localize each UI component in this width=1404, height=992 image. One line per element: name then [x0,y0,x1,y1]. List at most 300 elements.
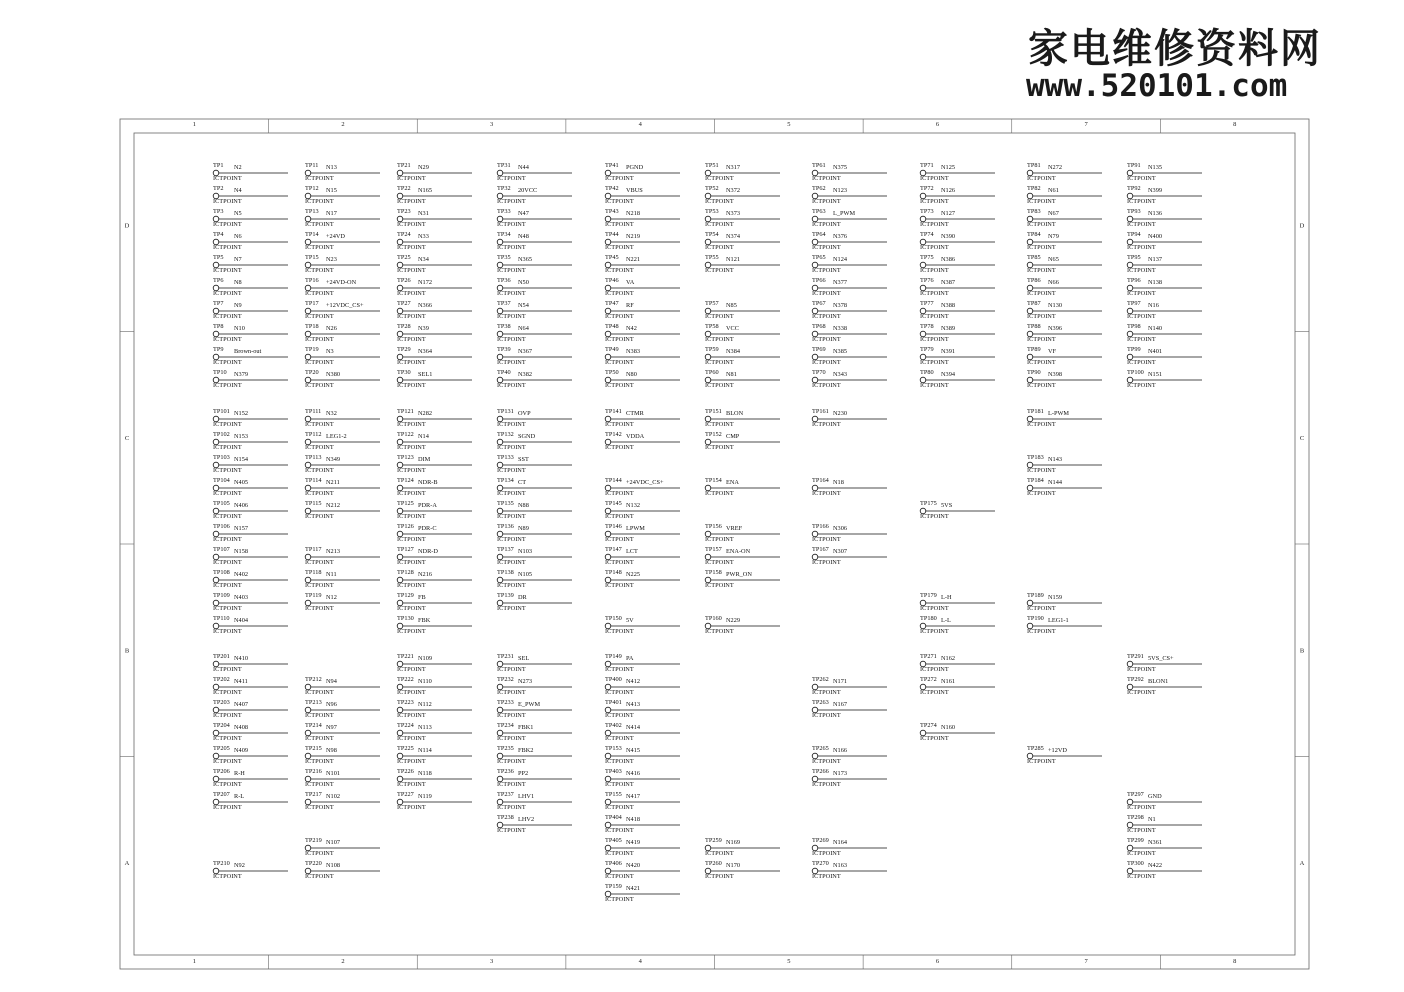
test-point-type: ICTPOINT [705,382,734,389]
test-point-ref: TP157 [705,546,722,553]
test-point-ref: TP262 [812,676,829,683]
test-point-type: ICTPOINT [397,467,426,474]
test-point [213,699,288,719]
test-point-type: ICTPOINT [920,513,949,520]
test-point-type: ICTPOINT [397,198,426,205]
column-label-bottom: 6 [935,958,940,965]
test-point [1027,277,1102,297]
test-point-type: ICTPOINT [605,712,634,719]
test-point [497,454,572,474]
test-point-ref: TP83 [1027,208,1041,215]
test-point-type: ICTPOINT [305,467,334,474]
test-point [213,569,288,589]
test-point-net: N124 [833,256,847,263]
row-label-left: D [124,222,130,230]
test-point-net: N282 [418,410,432,417]
test-point-type: ICTPOINT [1127,689,1156,696]
test-point-type: ICTPOINT [605,758,634,765]
test-point-type: ICTPOINT [1127,382,1156,389]
test-point [705,162,780,182]
test-point-ref: TP103 [213,454,230,461]
test-point-net: N112 [418,701,432,708]
test-point [497,814,572,834]
test-point-type: ICTPOINT [605,490,634,497]
test-point-net: CMP [726,433,740,440]
test-point-net: LPWM [626,525,645,532]
test-point-type: ICTPOINT [605,850,634,857]
test-point-ref: TP97 [1127,300,1141,307]
test-point-type: ICTPOINT [920,336,949,343]
test-point-type: ICTPOINT [812,689,841,696]
test-point-type: ICTPOINT [1127,336,1156,343]
test-point-ref: TP402 [605,722,622,729]
test-point-type: ICTPOINT [1127,827,1156,834]
test-point-ref: TP52 [705,185,719,192]
test-point-type: ICTPOINT [497,490,526,497]
test-point-net: N88 [518,502,529,509]
test-point-ref: TP88 [1027,323,1041,330]
test-point-ref: TP117 [305,546,322,553]
test-point-net: L-H [941,594,952,601]
test-point-net: N14 [418,433,429,440]
test-point-ref: TP118 [305,569,322,576]
test-point-net: LCT [626,548,638,555]
test-point-ref: TP121 [397,408,414,415]
test-point [1127,162,1202,182]
test-point-type: ICTPOINT [497,827,526,834]
test-point [605,791,680,811]
test-point-type: ICTPOINT [397,605,426,612]
column-label-bottom: 1 [192,958,196,965]
test-point-type: ICTPOINT [305,735,334,742]
test-point [213,277,288,297]
test-point-net: LEG1-2 [326,433,347,440]
test-point-net: N17 [326,210,337,217]
test-point [605,699,680,719]
test-point-net: N94 [326,678,337,685]
test-point-type: ICTPOINT [305,444,334,451]
test-point-type: ICTPOINT [497,467,526,474]
test-point-ref: TP105 [213,500,230,507]
test-point-ref: TP219 [305,837,322,844]
test-point-net: N29 [418,164,429,171]
test-point-ref: TP179 [920,592,937,599]
test-point-net: N387 [941,279,955,286]
test-point-type: ICTPOINT [397,175,426,182]
row-label-right: C [1299,434,1305,442]
test-point-ref: TP161 [812,408,829,415]
test-point-ref: TP99 [1127,346,1141,353]
test-point [213,477,288,497]
test-point-type: ICTPOINT [397,513,426,520]
test-point-ref: TP102 [213,431,230,438]
test-point-net: N375 [833,164,847,171]
test-point-ref: TP5 [213,254,224,261]
test-point [1027,615,1102,635]
test-point-ref: TP180 [920,615,937,622]
test-point [497,791,572,811]
test-point-type: ICTPOINT [812,198,841,205]
test-point-ref: TP7 [213,300,224,307]
test-point-type: ICTPOINT [397,444,426,451]
test-point [705,546,780,566]
test-point-type: ICTPOINT [497,221,526,228]
test-point-net: OVP [518,410,531,417]
test-point-net: N367 [518,348,532,355]
test-point-net: L-L [941,617,951,624]
test-point [705,860,780,880]
test-point-type: ICTPOINT [605,536,634,543]
test-point-ref: TP285 [1027,745,1044,752]
test-point [497,569,572,589]
test-point [605,883,680,903]
test-point [605,300,680,320]
test-point-ref: TP108 [213,569,230,576]
test-point-ref: TP58 [705,323,719,330]
test-point-type: ICTPOINT [305,781,334,788]
test-point [705,477,780,497]
test-point-net: N306 [833,525,847,532]
test-point-net: N108 [326,862,340,869]
test-point-ref: TP183 [1027,454,1044,461]
test-point-type: ICTPOINT [305,198,334,205]
test-point [1027,185,1102,205]
test-point-ref: TP166 [812,523,829,530]
test-point [920,231,995,251]
test-point-ref: TP160 [705,615,722,622]
test-point [213,615,288,635]
test-point-ref: TP135 [497,500,514,507]
test-point-net: N79 [1048,233,1059,240]
test-point [213,369,288,389]
test-point-type: ICTPOINT [1027,175,1056,182]
test-point-type: ICTPOINT [397,689,426,696]
test-point [497,231,572,251]
test-point-net: N143 [1048,456,1062,463]
test-point-ref: TP25 [397,254,411,261]
test-point-net: N379 [234,371,248,378]
test-point [305,277,380,297]
test-point-type: ICTPOINT [497,267,526,274]
test-point-ref: TP113 [305,454,322,461]
test-point-net: FBK [418,617,431,624]
test-point-net: N411 [234,678,248,685]
test-point-type: ICTPOINT [920,605,949,612]
column-label-bottom: 3 [489,958,494,965]
test-point-ref: TP405 [605,837,622,844]
test-point [305,477,380,497]
column-label-bottom: 4 [638,958,642,965]
test-point-net: N389 [941,325,955,332]
test-point-net: E_PWM [518,701,541,708]
test-point-type: ICTPOINT [812,221,841,228]
test-point-ref: TP274 [920,722,937,729]
test-point [812,208,887,228]
test-point-ref: TP89 [1027,346,1041,353]
test-point-ref: TP62 [812,185,826,192]
test-point [213,162,288,182]
test-point-ref: TP152 [705,431,722,438]
test-point-net: N169 [726,839,740,846]
test-point-net: VF [1048,348,1057,355]
test-point-net: N386 [941,256,955,263]
test-point-ref: TP127 [397,546,414,553]
test-point-net: R-L [234,793,245,800]
test-point-type: ICTPOINT [213,336,242,343]
test-point-ref: TP20 [305,369,319,376]
test-point-net: N50 [518,279,529,286]
test-point-type: ICTPOINT [605,781,634,788]
test-point-net: SGND [518,433,536,440]
test-point [812,369,887,389]
test-point [213,500,288,520]
test-point [605,162,680,182]
test-point-type: ICTPOINT [497,758,526,765]
test-point [1127,814,1202,834]
test-point-ref: TP65 [812,254,826,261]
test-point [213,523,288,543]
test-point-type: ICTPOINT [605,336,634,343]
test-point [397,653,472,673]
test-point-ref: TP148 [605,569,622,576]
test-point-net: N383 [626,348,640,355]
test-point-ref: TP101 [213,408,230,415]
test-point-net: N384 [726,348,740,355]
test-point-net: N109 [418,655,432,662]
test-point-type: ICTPOINT [812,421,841,428]
test-point [497,546,572,566]
watermark-url: www.520101.com [1026,68,1288,104]
test-point-type: ICTPOINT [305,313,334,320]
test-point-type: ICTPOINT [213,198,242,205]
test-point-net: N414 [626,724,640,731]
test-point-net: N97 [326,724,337,731]
test-point-type: ICTPOINT [605,873,634,880]
test-point [705,346,780,366]
test-point-ref: TP223 [397,699,414,706]
test-point-ref: TP1 [213,162,224,169]
test-point-ref: TP147 [605,546,622,553]
test-point [497,162,572,182]
test-point [397,408,472,428]
test-point [605,323,680,343]
test-point-net: N7 [234,256,242,263]
test-point [305,546,380,566]
test-point-ref: TP136 [497,523,514,530]
test-point-type: ICTPOINT [605,313,634,320]
test-point [497,323,572,343]
test-point-net: PP2 [518,770,529,777]
test-point-type: ICTPOINT [605,359,634,366]
test-point [605,814,680,834]
test-point-type: ICTPOINT [213,873,242,880]
test-point-ref: TP400 [605,676,622,683]
test-point-ref: TP98 [1127,323,1141,330]
test-point-net: VBUS [626,187,643,194]
test-point-ref: TP131 [497,408,514,415]
test-point-ref: TP204 [213,722,230,729]
test-point-type: ICTPOINT [305,359,334,366]
test-point-net: N152 [234,410,248,417]
test-point-ref: TP224 [397,722,414,729]
test-point [213,676,288,696]
test-point-type: ICTPOINT [213,221,242,228]
test-point-ref: TP403 [605,768,622,775]
test-point-type: ICTPOINT [705,336,734,343]
test-point [1127,860,1202,880]
test-point [397,477,472,497]
test-point-ref: TP91 [1127,162,1141,169]
test-point-net: N151 [1148,371,1162,378]
test-point-ref: TP133 [497,454,514,461]
test-point-type: ICTPOINT [1127,359,1156,366]
test-point-net: L-PWM [1048,410,1069,417]
test-point-type: ICTPOINT [397,267,426,274]
test-point-type: ICTPOINT [397,666,426,673]
test-point-type: ICTPOINT [397,313,426,320]
test-point-net: VDDA [626,433,645,440]
test-point-type: ICTPOINT [497,559,526,566]
test-point-net: N338 [833,325,847,332]
test-point [605,208,680,228]
test-point-net: N12 [326,594,337,601]
test-point-net: 5VS_CS+ [1148,655,1174,662]
test-point [497,408,572,428]
test-point [1027,162,1102,182]
test-point [305,231,380,251]
test-point [1027,745,1102,765]
test-point-type: ICTPOINT [213,382,242,389]
test-point-net: N1 [1148,816,1156,823]
test-point-ref: TP34 [497,231,511,238]
test-point-ref: TP215 [305,745,322,752]
test-point [397,523,472,543]
test-point-type: ICTPOINT [213,781,242,788]
test-point-type: ICTPOINT [605,267,634,274]
test-point-ref: TP154 [705,477,722,484]
test-point [397,185,472,205]
test-point-net: N378 [833,302,847,309]
test-point-type: ICTPOINT [1127,198,1156,205]
test-point-ref: TP220 [305,860,322,867]
test-point-net: +24VD-ON [326,279,357,286]
test-point-net: N376 [833,233,847,240]
test-point-type: ICTPOINT [1027,605,1056,612]
test-point [397,323,472,343]
test-point-ref: TP4 [213,231,224,238]
test-point-type: ICTPOINT [705,490,734,497]
test-point-ref: TP231 [497,653,514,660]
test-point-net: N422 [1148,862,1162,869]
test-point-net: N44 [518,164,529,171]
test-point [213,592,288,612]
test-point-type: ICTPOINT [213,467,242,474]
test-point-net: R-H [234,770,245,777]
test-point-ref: TP59 [705,346,719,353]
test-point-ref: TP50 [605,369,619,376]
test-point-net: N9 [234,302,242,309]
test-point-type: ICTPOINT [497,666,526,673]
test-point-type: ICTPOINT [1027,244,1056,251]
test-point-type: ICTPOINT [1127,804,1156,811]
test-point-type: ICTPOINT [397,804,426,811]
test-point-ref: TP21 [397,162,411,169]
test-point [213,231,288,251]
test-point-type: ICTPOINT [497,175,526,182]
test-point-net: N136 [1148,210,1162,217]
test-point [812,477,887,497]
test-point-net: N415 [626,747,640,754]
test-point [705,569,780,589]
test-point-ref: TP259 [705,837,722,844]
test-point [1127,300,1202,320]
test-point-type: ICTPOINT [397,712,426,719]
test-point-type: ICTPOINT [397,359,426,366]
test-point [1027,477,1102,497]
test-point [1127,837,1202,857]
test-point-net: N119 [418,793,432,800]
test-point-type: ICTPOINT [1027,267,1056,274]
column-label-bottom: 8 [1233,958,1237,965]
test-point-net: N419 [626,839,640,846]
test-point-ref: TP132 [497,431,514,438]
test-point [397,254,472,274]
test-point-ref: TP225 [397,745,414,752]
test-point-ref: TP114 [305,477,322,484]
test-point-ref: TP112 [305,431,322,438]
test-point-type: ICTPOINT [812,336,841,343]
test-point-net: DR [518,594,527,601]
test-point-type: ICTPOINT [605,444,634,451]
test-point-type: ICTPOINT [305,582,334,589]
column-label-top: 4 [638,121,642,128]
test-point-ref: TP291 [1127,653,1144,660]
test-point-net: N408 [234,724,248,731]
test-point [305,837,380,857]
test-point-type: ICTPOINT [497,290,526,297]
test-point-type: ICTPOINT [812,382,841,389]
test-point-type: ICTPOINT [497,735,526,742]
test-point-ref: TP221 [397,653,414,660]
test-point-type: ICTPOINT [213,712,242,719]
test-point [812,185,887,205]
test-point-type: ICTPOINT [605,559,634,566]
test-point-ref: TP238 [497,814,514,821]
test-point-type: ICTPOINT [920,359,949,366]
test-point-ref: TP84 [1027,231,1041,238]
test-point-type: ICTPOINT [1027,313,1056,320]
test-point-type: ICTPOINT [213,267,242,274]
test-point-type: ICTPOINT [305,336,334,343]
test-point-type: ICTPOINT [812,359,841,366]
test-point-type: ICTPOINT [705,175,734,182]
test-point [397,615,472,635]
test-point-type: ICTPOINT [920,198,949,205]
test-point [605,277,680,297]
test-point-ref: TP79 [920,346,934,353]
test-point-net: N102 [326,793,340,800]
test-point [213,791,288,811]
test-point-ref: TP26 [397,277,411,284]
test-point-ref: TP17 [305,300,319,307]
test-point-type: ICTPOINT [1127,850,1156,857]
test-point [305,369,380,389]
test-point-type: ICTPOINT [1027,467,1056,474]
test-point-net: N366 [418,302,432,309]
test-point-ref: TP30 [397,369,411,376]
column-label-top: 8 [1233,121,1237,128]
test-point [605,768,680,788]
